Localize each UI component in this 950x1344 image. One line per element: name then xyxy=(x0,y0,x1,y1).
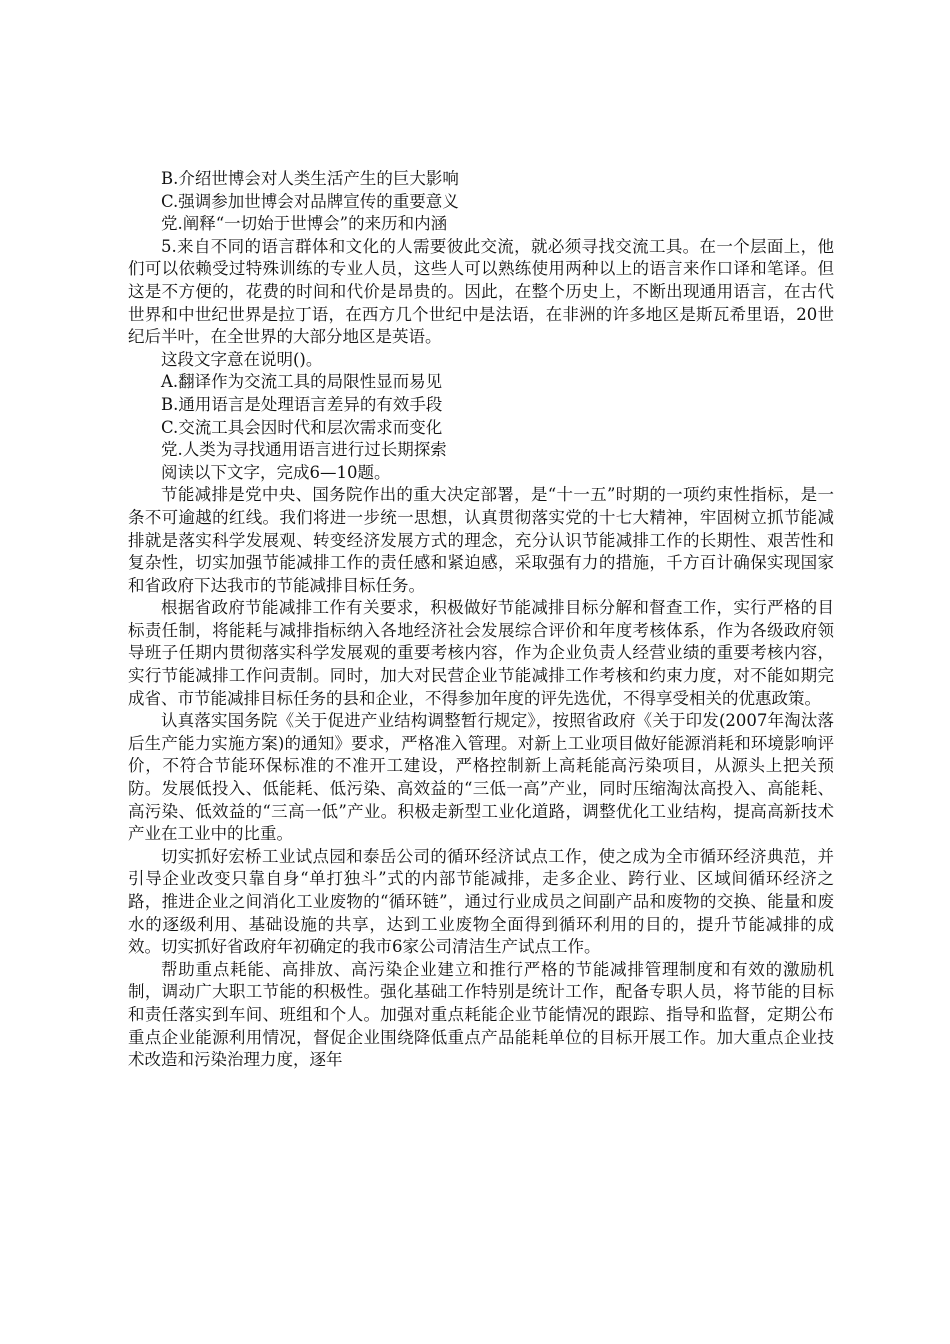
passage-paragraph-2: 根据省政府节能减排工作有关要求，积极做好节能减排目标分解和督查工作，实行严格的目标责任制，将能耗与减排指标纳入各地经济社会发展综合评价和年度考核体系，作为各级政府领导班子任期内贯彻落实科学发展观的重要考核内容，作为企业负责人经营业绩的重要考核内容，实行节能减排工作问责制。同时，加大对民营企业节能减排工作考核和约束力度，对不能如期完成省、市节能减排目标任务的县和企业，不得参加年度的评先选优，不得享受相关的优惠政策。 xyxy=(128,598,834,708)
question-5-option-a: A.翻译作为交流工具的局限性显而易见 xyxy=(161,372,443,392)
passage-paragraph-5: 帮助重点耗能、高排放、高污染企业建立和推行严格的节能减排管理制度和有效的激励机制，调动广大职工节能的积极性。强化基础工作特别是统计工作，配备专职人员，将节能的目标和责任落实到车间、班组和个人。加强对重点耗能企业节能情况的跟踪、指导和监督，定期公布重点企业能源利用情况，督促企业围绕降低重点产品能耗单位的目标开展工作。加大重点企业技术改造和污染治理力度，逐年 xyxy=(128,959,834,1070)
document-page xyxy=(128,168,834,1072)
question-5-option-c: C.交流工具会因时代和层次需求而变化 xyxy=(161,417,443,437)
passage-paragraph-1: 节能减排是党中央、国务院作出的重大决定部署，是“十一五”时期的一项约束性指标，是一条不可逾越的红线。我们将进一步统一思想，认真贯彻落实党的十七大精神，牢固树立抓节能减排就是落实科学发展观、转变经济发展方式的理念，充分认识节能减排工作的长期性、艰苦性和复杂性，切实加强节能减排工作的责任感和紧迫感，采取强有力的措施，千方百计确保实现国家和省政府下达我市的节能减排目标任务。 xyxy=(128,485,834,595)
passage-paragraph-3: 认真落实国务院《关于促进产业结构调整暂行规定》，按照省政府《关于印发(2007年淘汰落后生产能力实施方案)的通知》要求，严格准入管理。对新上工业项目做好能源消耗和环境影响评价，不符合节能环保标准的不准开工建设，严格控制新上高耗能高污染项目，从源头上把关预防。发展低投入、低能耗、低污染、高效益的“三低一高”产业，同时压缩淘汰高投入、高能耗、高污染、低效益的“三高一低”产业。积极走新型工业化道路，调整优化工业结构，提高高新技术产业在工业中的比重。 xyxy=(128,711,834,844)
passage-paragraph-4: 切实抓好宏桥工业试点园和泰岳公司的循环经济试点工作，使之成为全市循环经济典范，并引导企业改变只靠自身“单打独斗”式的内部节能减排，走多企业、跨行业、区域间循环经济之路，推进企业之间消化工业废物的“循环链”，通过行业成员之间副产品和废物的交换、能量和废水的逐级利用、基础设施的共享，达到工业废物全面得到循环利用的目的，提升节能减排的成效。切实抓好省政府年初确定的我市6家公司清洁生产试点工作。 xyxy=(128,846,834,957)
option-b-prev: B.介绍世博会对人类生活产生的巨大影响 xyxy=(161,169,459,188)
question-5-stem: 5.来自不同的语言群体和文化的人需要彼此交流，就必须寻找交流工具。在一个层面上，他们可以依赖受过特殊训练的专业人员，这些人可以熟练使用两种以上的语言来作口译和笔译。但这是不方便的，花费的时间和代价是昂贵的。因此，在整个历史上，不断出现通用语言，在古代世界和中世纪世界是拉丁语，在西方几个世纪中是法语，在非洲的许多地区是斯瓦希里语，20世纪后半叶，在全世界的大部分地区是英语。 xyxy=(128,236,834,347)
question-5-option-b: B.通用语言是处理语言差异的有效手段 xyxy=(161,394,443,414)
option-d-prev: 党.阐释“一切始于世博会”的来历和内涵 xyxy=(161,214,448,234)
option-c-prev: C.强调参加世博会对品牌宣传的重要意义 xyxy=(161,191,459,211)
question-5-option-d: 党.人类为寻找通用语言进行过长期探索 xyxy=(161,440,447,460)
reading-instruction: 阅读以下文字，完成6—10题。 xyxy=(161,462,391,482)
question-5-prompt: 这段文字意在说明()。 xyxy=(161,349,323,369)
